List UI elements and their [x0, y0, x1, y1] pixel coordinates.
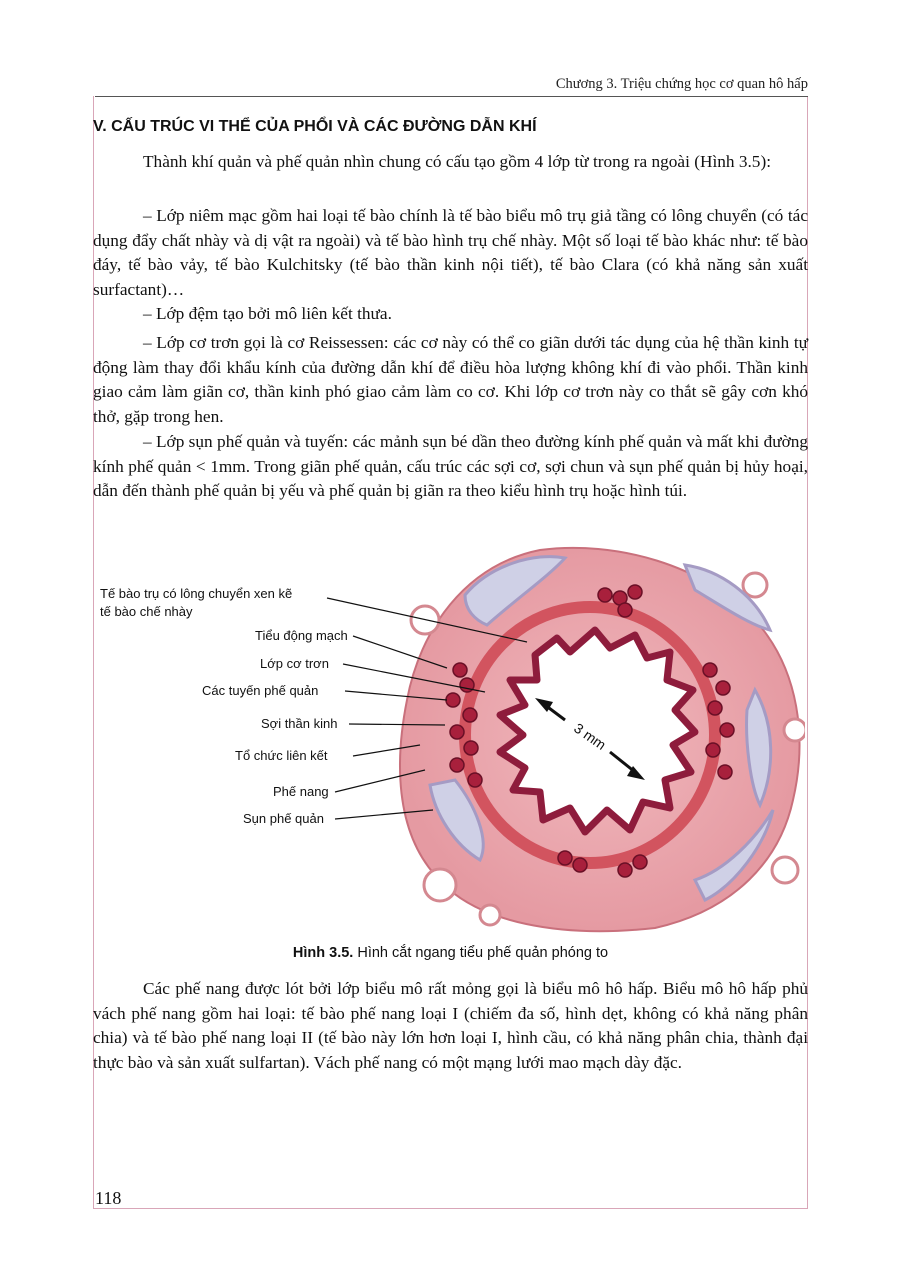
label-ciliated-cells: Tế bào trụ có lông chuyển xen kẽ [100, 586, 293, 601]
margin-line-bottom [93, 1208, 808, 1209]
paragraph-cartilage: – Lớp sụn phế quản và tuyến: các mảnh sụn bé dần theo đường kính phế quản và mất khi đường kính phế quản < 1mm. Trong giãn phế quản, cấu trúc các sợi cơ, sợi chun và sụn phế quản bị hủy hoại, dẫn đến thành phế quản bị yếu và phế quản bị giãn ra theo kiểu hình trụ hoặc hình túi. [93, 432, 808, 500]
paragraph-lamina: – Lớp đệm tạo bởi mô liên kết thưa. [143, 304, 392, 323]
page-number: 118 [95, 1188, 122, 1208]
paragraph-smooth-muscle: – Lớp cơ trơn gọi là cơ Reissessen: các cơ này có thể co giãn dưới tác dụng của hệ thần kinh tự động làm thay đổi khẩu kính của đường dẫn khí để điều hòa lượng không khí đi vào phổi. Thần kinh giao cảm làm giãn cơ, thần kinh phó giao cảm làm co cơ. Khi lớp cơ trơn này co thắt sẽ gây cơn khó thở, gặp trong hen. [93, 333, 808, 426]
header-rule [95, 96, 808, 97]
section-heading: V. CẤU TRÚC VI THỂ CỦA PHỔI VÀ CÁC ĐƯỜNG DẪN KHÍ [93, 118, 537, 135]
label-connective-tissue: Tổ chức liên kết [235, 748, 328, 763]
label-nerve-fiber: Sợi thần kinh [261, 716, 338, 731]
bronchiole-figure [95, 540, 805, 935]
label-mucous-cells: tế bào chế nhày [100, 604, 193, 619]
paragraph-mucosa: – Lớp niêm mạc gồm hai loại tế bào chính là tế bào biểu mô trụ giả tầng có lông chuyển (có tác dụng đẩy chất nhày và dị vật ra ngoài) và tế bào hình trụ chế nhày. Một số loại tế bào khác như: tế bào đáy, tế bào vảy, tế bào Kulchitsky (tế bào thần kinh nội tiết), tế bào Clara (có khả năng sản xuất surfactant)… [93, 206, 808, 299]
paragraph-alveoli: Các phế nang được lót bởi lớp biểu mô rất mỏng gọi là biểu mô hô hấp. Biểu mô hô hấp phủ vách phế nang gồm hai loại: tế bào phế nang loại I (chiếm đa số, hình dẹt, không có khả năng phân chia) và tế bào phế nang loại II (tế bào này lớn hơn loại I, hình cầu, có khả năng phân chia, thành đại thực bào và sản xuất sulfartan). Vách phế nang có một mạng lưới mao mạch dày đặc. [93, 979, 808, 1072]
caption-text: Hình cắt ngang tiểu phế quản phóng to [357, 945, 609, 961]
label-smooth-muscle: Lớp cơ trơn [260, 656, 329, 671]
label-bronchial-glands: Các tuyến phế quản [202, 683, 319, 698]
paragraph-intro: Thành khí quản và phế quản nhìn chung có cấu tạo gồm 4 lớp từ trong ra ngoài (Hình 3.5): [143, 152, 772, 171]
label-arteriole: Tiểu động mạch [255, 628, 348, 643]
label-alveoli: Phế nang [273, 784, 329, 799]
scale-label: 3 mm [571, 719, 610, 753]
caption-number: Hình 3.5. [292, 945, 354, 961]
figure-caption [0, 945, 901, 961]
running-header: Chương 3. Triệu chứng học cơ quan hô hấp [555, 76, 808, 92]
label-cartilage: Sụn phế quản [243, 811, 324, 826]
